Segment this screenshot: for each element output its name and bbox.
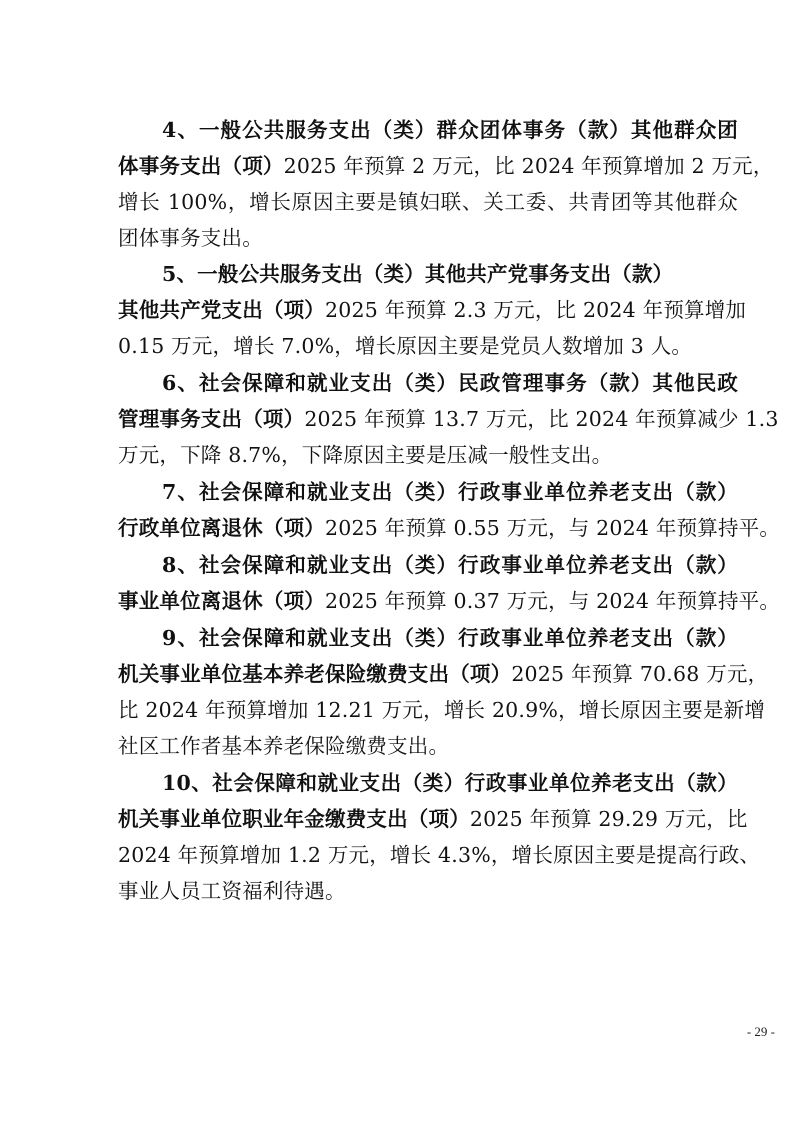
- body-text: 2025 年预算 0.37 万元，与 2024 年预算持平。: [325, 589, 781, 613]
- category-heading-text: 7、社会保障和就业支出（类）行政事业单位养老支出（款）: [162, 480, 738, 504]
- category-heading-text: 行政单位离退休（项）: [118, 516, 325, 540]
- paragraph-line: [118, 437, 738, 473]
- paragraph-line: [118, 328, 738, 364]
- body-text: 社区工作者基本养老保险缴费支出。: [118, 734, 450, 758]
- page-number: - 29 -: [746, 1024, 775, 1039]
- paragraph-line: [118, 401, 779, 437]
- paragraph-line: [118, 692, 766, 728]
- paragraph-line: [118, 837, 761, 873]
- category-heading-text: 5、一般公共服务支出（类）其他共产党事务支出（款）: [162, 262, 674, 286]
- category-heading-text: 6、社会保障和就业支出（类）民政管理事务（款）其他民政: [162, 371, 738, 395]
- paragraph-item-9: [118, 620, 769, 764]
- paragraph-item-10: [118, 765, 761, 909]
- category-heading-text: 4、一般公共服务支出（类）群众团体事务（款）其他群众团: [162, 118, 738, 142]
- paragraph-line: [118, 765, 738, 801]
- body-text: 2025 年预算 70.68 万元，: [511, 662, 769, 686]
- paragraph-item-5: [118, 256, 747, 364]
- category-heading-text: 10、社会保障和就业支出（类）行政事业单位养老支出（款）: [162, 771, 738, 795]
- paragraph-line: [118, 474, 738, 510]
- body-text: 比 2024 年预算增加 12.21 万元，增长 20.9%，增长原因主要是新增: [118, 698, 766, 722]
- paragraph-line: [118, 656, 769, 692]
- category-heading-text: 其他共产党支出（项）: [118, 298, 325, 322]
- category-heading-text: 机关事业单位基本养老保险缴费支出（项）: [118, 662, 512, 686]
- paragraph-line: [118, 728, 738, 764]
- body-text: 增长 100%，增长原因主要是镇妇联、关工委、共青团等其他群众: [118, 190, 738, 214]
- paragraph-line: [118, 256, 738, 292]
- paragraph-item-4: [118, 112, 774, 256]
- paragraph-line: [118, 148, 774, 184]
- body-text: 2025 年预算 0.55 万元，与 2024 年预算持平。: [325, 516, 781, 540]
- paragraph-item-6: [118, 365, 779, 473]
- body-text: 0.15 万元，增长 7.0%，增长原因主要是党员人数增加 3 人。: [118, 334, 693, 358]
- category-heading-text: 机关事业单位职业年金缴费支出（项）: [118, 807, 470, 831]
- paragraph-line: [118, 365, 738, 401]
- paragraph-line: [118, 801, 748, 837]
- paragraph-line: [118, 873, 738, 909]
- paragraph-item-8: [118, 547, 781, 619]
- category-heading-text: 管理事务支出（项）: [118, 407, 305, 431]
- body-text: 团体事务支出。: [118, 226, 263, 250]
- paragraph-line: [118, 292, 747, 328]
- body-text: 2025 年预算 2.3 万元，比 2024 年预算增加: [325, 298, 747, 322]
- paragraph-line: [118, 220, 738, 256]
- body-text: 2025 年预算 29.29 万元，比: [469, 807, 748, 831]
- category-heading-text: 9、社会保障和就业支出（类）行政事业单位养老支出（款）: [162, 626, 738, 650]
- body-text: 2024 年预算增加 1.2 万元，增长 4.3%，增长原因主要是提高行政、: [118, 843, 761, 867]
- body-text: 事业人员工资福利待遇。: [118, 879, 346, 903]
- paragraph-line: [118, 583, 781, 619]
- body-text: 2025 年预算 2 万元，比 2024 年预算增加 2 万元，: [283, 154, 774, 178]
- paragraph-line: [118, 112, 738, 148]
- category-heading-text: 8、社会保障和就业支出（类）行政事业单位养老支出（款）: [162, 553, 738, 577]
- paragraph-line: [118, 510, 781, 546]
- paragraph-line: [118, 620, 738, 656]
- category-heading-text: 体事务支出（项）: [118, 154, 284, 178]
- body-text: 2025 年预算 13.7 万元，比 2024 年预算减少 1.3: [304, 407, 779, 431]
- category-heading-text: 事业单位离退休（项）: [118, 589, 325, 613]
- paragraph-line: [118, 547, 738, 583]
- paragraph-line: [118, 184, 738, 220]
- body-text: 万元，下降 8.7%，下降原因主要是压减一般性支出。: [118, 443, 613, 467]
- paragraph-item-7: [118, 474, 781, 546]
